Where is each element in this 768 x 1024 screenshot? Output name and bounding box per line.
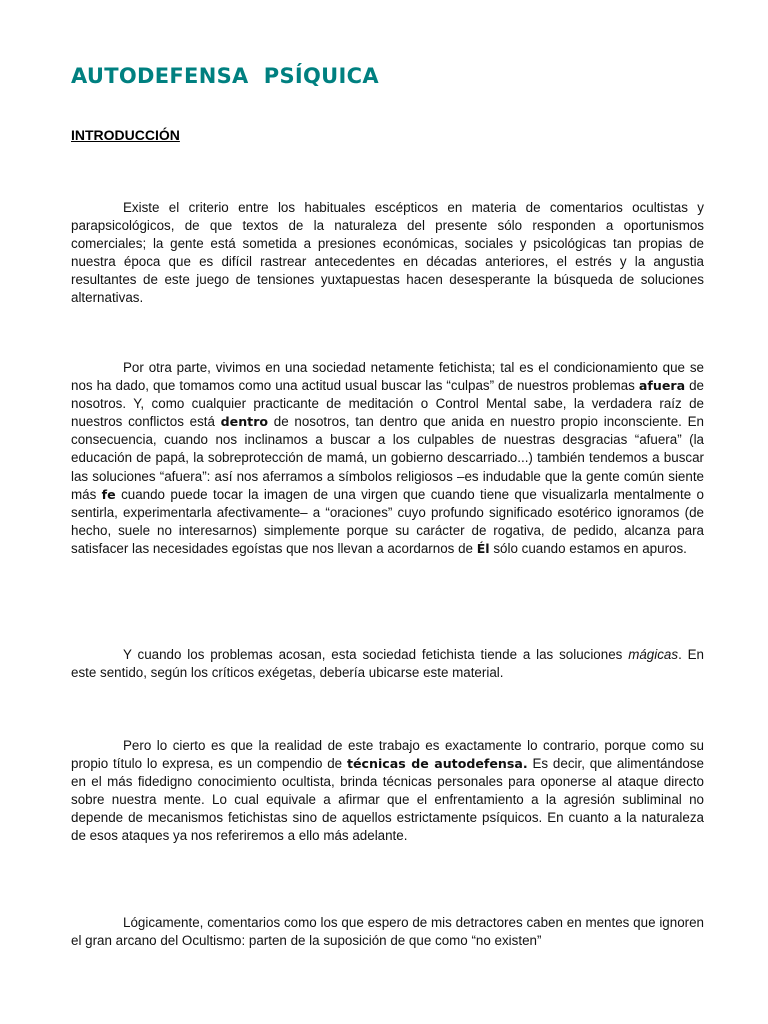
paragraph-4-text-1: Pero lo cierto es que la realidad de este trabajo es exactamente lo contrario, porque como su propio título lo expresa, es un compendio de	[71, 738, 704, 772]
emphasis-fe: fe	[101, 486, 116, 502]
section-heading: INTRODUCCIÓN	[71, 127, 180, 143]
paragraph-2-text-3: de nosotros, tan dentro que anida en nuestro propio inconsciente. En consecuencia, cuando nos inclinamos a buscar a los culpables de nuestras desgracias “afuera” (la educación de papá, la sobreprotección de mamá, un gobierno descarriado...) también tendemos a buscar las soluciones “afuera”: así nos aferramos a símbolos religiosos –es indudable que la gente común siente más	[71, 414, 704, 502]
paragraph-1-text: Existe el criterio entre los habituales escépticos en materia de comentarios ocultistas y parapsicológicos, de que textos de la naturaleza del presente sólo responden a oportunismos comerciales; la gente está sometida a presiones económicas, sociales y psicológicas tan propias de nuestra época que es difícil rastrear antecedentes en décadas anteriores, el estrés y la angustia resultantes de este juego de tensiones yuxtapuestas hacen desesperante la búsqueda de soluciones alternativas.	[71, 200, 704, 306]
emphasis-afuera: afuera	[638, 378, 686, 394]
paragraph-2-text-2: de nosotros. Y, como cualquier practicante de meditación o Control Mental sabe, la verdadera raíz de nuestros conflictos está	[71, 378, 705, 430]
emphasis-dentro: dentro	[220, 414, 269, 430]
paragraph-5-text: Lógicamente, comentarios como los que espero de mis detractores caben en mentes que ignoren el gran arcano del Ocultismo: parten de la suposición de que como “no existen”	[71, 915, 704, 949]
document-title: AUTODEFENSA PSÍQUICA	[71, 64, 379, 88]
paragraph-4-text-2: Es decir, que alimentándose en el más fidedigno conocimiento ocultista, brinda técnicas personales para oponerse al ataque directo sobre nuestra mente. Lo cual equivale a afirmar que el enfrentamiento a la agresión subliminal no depende de mecanismos fetichistas sino de aquellos estrictamente psíquicos. En cuanto a la naturaleza de esos ataques ya nos referiremos a ello más adelante.	[71, 756, 704, 844]
paragraph-1	[71, 199, 704, 308]
paragraph-2-text-1: Por otra parte, vivimos en una sociedad netamente fetichista; tal es el condicionamiento que se nos ha dado, que tomamos como una actitud usual buscar las “culpas” de nuestros problemas	[71, 360, 704, 394]
paragraph-4	[71, 737, 704, 846]
emphasis-magicas: mágicas	[628, 647, 679, 662]
emphasis-el: Él	[476, 540, 490, 556]
paragraph-3-text-2: . En este sentido, según los críticos exégetas, debería ubicarse este material.	[71, 647, 704, 681]
paragraph-3	[71, 646, 704, 682]
paragraph-2-text-5: sólo cuando estamos en apuros.	[489, 540, 687, 556]
paragraph-5	[71, 914, 704, 950]
paragraph-2-text-4: cuando puede tocar la imagen de una virgen que cuando tiene que visualizarla mentalmente o sentirla, experimentarla afectivamente– a “oraciones” cuyo profundo significado esotérico ignoramos (de hecho, suele no interesarnos) simplemente porque su carácter de rogativa, de pedido, alcanza para satisfacer las necesidades egoístas que nos llevan a acordarnos de	[71, 486, 704, 556]
paragraph-2	[71, 359, 704, 558]
emphasis-tecnicas: técnicas de autodefensa.	[346, 756, 528, 772]
paragraph-3-text-1: Y cuando los problemas acosan, esta sociedad fetichista tiende a las soluciones	[123, 647, 629, 662]
